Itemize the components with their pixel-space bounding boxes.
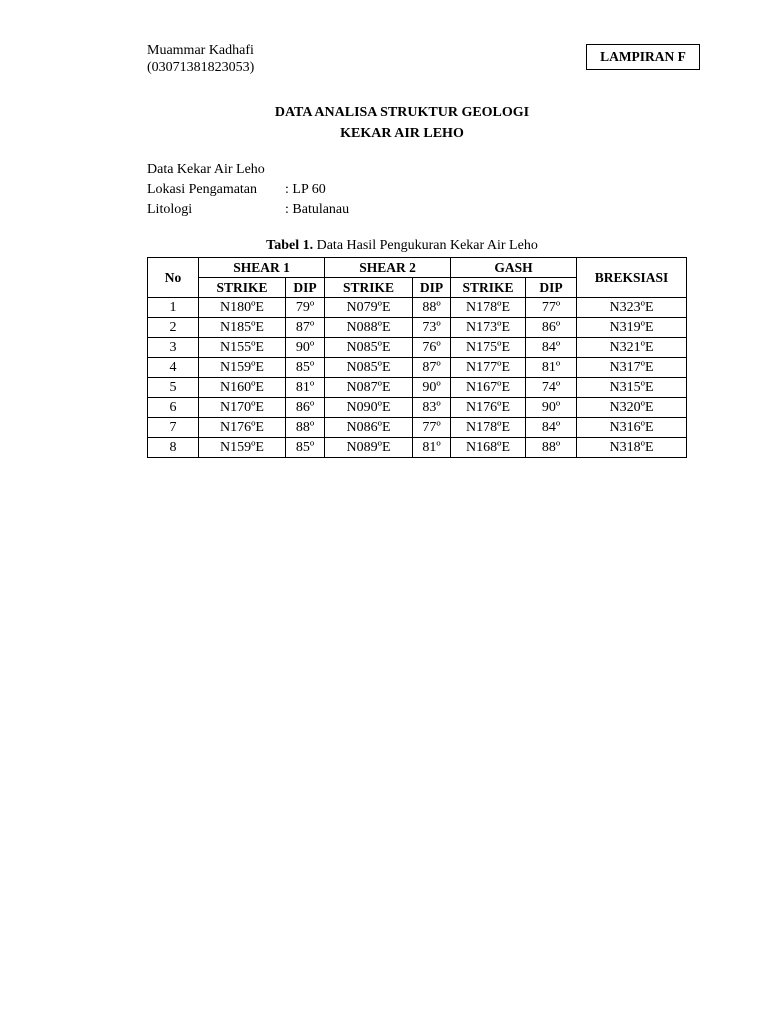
info-heading: Data Kekar Air Leho — [147, 162, 265, 177]
cell-breksiasi: N320ºE — [577, 398, 687, 418]
cell-gash-strike: N173ºE — [451, 318, 526, 338]
cell-shear1-dip: 85º — [286, 438, 325, 458]
title-line-2: KEKAR AIR LEHO — [340, 126, 464, 141]
cell-no: 5 — [148, 378, 199, 398]
header-shear-2: SHEAR 2 — [325, 258, 451, 278]
cell-gash-dip: 81º — [526, 358, 577, 378]
cell-gash-strike: N178ºE — [451, 298, 526, 318]
cell-no: 2 — [148, 318, 199, 338]
cell-breksiasi: N317ºE — [577, 358, 687, 378]
table-row — [148, 358, 687, 378]
table-row — [148, 418, 687, 438]
cell-no: 6 — [148, 398, 199, 418]
cell-shear1-strike: N155ºE — [199, 338, 286, 358]
lokasi-value: : LP 60 — [285, 182, 326, 197]
cell-shear2-strike: N085ºE — [325, 358, 413, 378]
cell-gash-strike: N168ºE — [451, 438, 526, 458]
author-block — [147, 42, 254, 76]
cell-gash-strike: N178ºE — [451, 418, 526, 438]
table-row — [148, 338, 687, 358]
cell-breksiasi: N323ºE — [577, 298, 687, 318]
cell-shear2-strike: N079ºE — [325, 298, 413, 318]
cell-shear2-strike: N086ºE — [325, 418, 413, 438]
cell-shear2-strike: N088ºE — [325, 318, 413, 338]
cell-shear1-dip: 85º — [286, 358, 325, 378]
cell-shear1-strike: N170ºE — [199, 398, 286, 418]
cell-breksiasi: N315ºE — [577, 378, 687, 398]
litologi-label: Litologi — [147, 202, 193, 217]
cell-shear2-dip: 90º — [413, 378, 451, 398]
cell-no: 4 — [148, 358, 199, 378]
cell-gash-strike: N176ºE — [451, 398, 526, 418]
header-dip: DIP — [286, 278, 325, 298]
lampiran-label: LAMPIRAN F — [586, 44, 700, 70]
cell-shear2-strike: N087ºE — [325, 378, 413, 398]
cell-shear1-strike: N160ºE — [199, 378, 286, 398]
cell-shear1-dip: 81º — [286, 378, 325, 398]
header-shear-1: SHEAR 1 — [199, 258, 325, 278]
document-title — [147, 102, 657, 144]
info-block — [147, 160, 349, 220]
cell-shear1-strike: N159ºE — [199, 358, 286, 378]
cell-no: 7 — [148, 418, 199, 438]
cell-shear2-dip: 73º — [413, 318, 451, 338]
cell-breksiasi: N316ºE — [577, 418, 687, 438]
header-row-1 — [148, 258, 687, 278]
joint-data-table — [147, 257, 687, 458]
cell-shear2-strike: N085ºE — [325, 338, 413, 358]
cell-shear2-strike: N089ºE — [325, 438, 413, 458]
author-id: (03071381823053) — [147, 60, 255, 75]
cell-gash-dip: 86º — [526, 318, 577, 338]
caption-text: Data Hasil Pengukuran Kekar Air Leho — [313, 238, 538, 253]
header-strike: STRIKE — [199, 278, 286, 298]
cell-gash-strike: N167ºE — [451, 378, 526, 398]
table-row — [148, 318, 687, 338]
cell-no: 1 — [148, 298, 199, 318]
cell-shear2-dip: 76º — [413, 338, 451, 358]
author-name: Muammar Kadhafi — [147, 43, 254, 58]
cell-shear2-dip: 81º — [413, 438, 451, 458]
header-dip: DIP — [526, 278, 577, 298]
table-row — [148, 398, 687, 418]
info-lokasi-row — [147, 180, 349, 200]
header-dip: DIP — [413, 278, 451, 298]
cell-shear1-strike: N159ºE — [199, 438, 286, 458]
header-strike: STRIKE — [451, 278, 526, 298]
litologi-value: : Batulanau — [285, 202, 350, 217]
title-line-1: DATA ANALISA STRUKTUR GEOLOGI — [274, 105, 530, 120]
cell-shear1-dip: 86º — [286, 398, 325, 418]
cell-no: 8 — [148, 438, 199, 458]
cell-shear2-dip: 88º — [413, 298, 451, 318]
cell-gash-dip: 88º — [526, 438, 577, 458]
table-row — [148, 378, 687, 398]
cell-no: 3 — [148, 338, 199, 358]
cell-shear2-strike: N090ºE — [325, 398, 413, 418]
cell-breksiasi: N318ºE — [577, 438, 687, 458]
cell-shear1-strike: N180ºE — [199, 298, 286, 318]
cell-shear2-dip: 77º — [413, 418, 451, 438]
table-row — [148, 298, 687, 318]
table-caption — [147, 238, 657, 254]
info-litologi-row — [147, 200, 349, 220]
cell-gash-strike: N175ºE — [451, 338, 526, 358]
cell-breksiasi: N321ºE — [577, 338, 687, 358]
table-body — [148, 298, 687, 458]
cell-shear1-strike: N185ºE — [199, 318, 286, 338]
cell-gash-dip: 74º — [526, 378, 577, 398]
cell-gash-dip: 84º — [526, 338, 577, 358]
table-row — [148, 438, 687, 458]
cell-shear1-dip: 79º — [286, 298, 325, 318]
header-breksiasi: BREKSIASI — [577, 258, 687, 298]
cell-gash-dip: 77º — [526, 298, 577, 318]
header-gash: GASH — [451, 258, 577, 278]
cell-breksiasi: N319ºE — [577, 318, 687, 338]
cell-shear1-dip: 87º — [286, 318, 325, 338]
cell-gash-strike: N177ºE — [451, 358, 526, 378]
caption-number: Tabel 1. — [266, 238, 314, 253]
cell-shear1-dip: 90º — [286, 338, 325, 358]
cell-shear2-dip: 83º — [413, 398, 451, 418]
lokasi-label: Lokasi Pengamatan — [147, 182, 258, 197]
cell-shear2-dip: 87º — [413, 358, 451, 378]
header-strike: STRIKE — [325, 278, 413, 298]
cell-gash-dip: 84º — [526, 418, 577, 438]
cell-shear1-strike: N176ºE — [199, 418, 286, 438]
header-no: No — [148, 258, 199, 298]
cell-shear1-dip: 88º — [286, 418, 325, 438]
cell-gash-dip: 90º — [526, 398, 577, 418]
